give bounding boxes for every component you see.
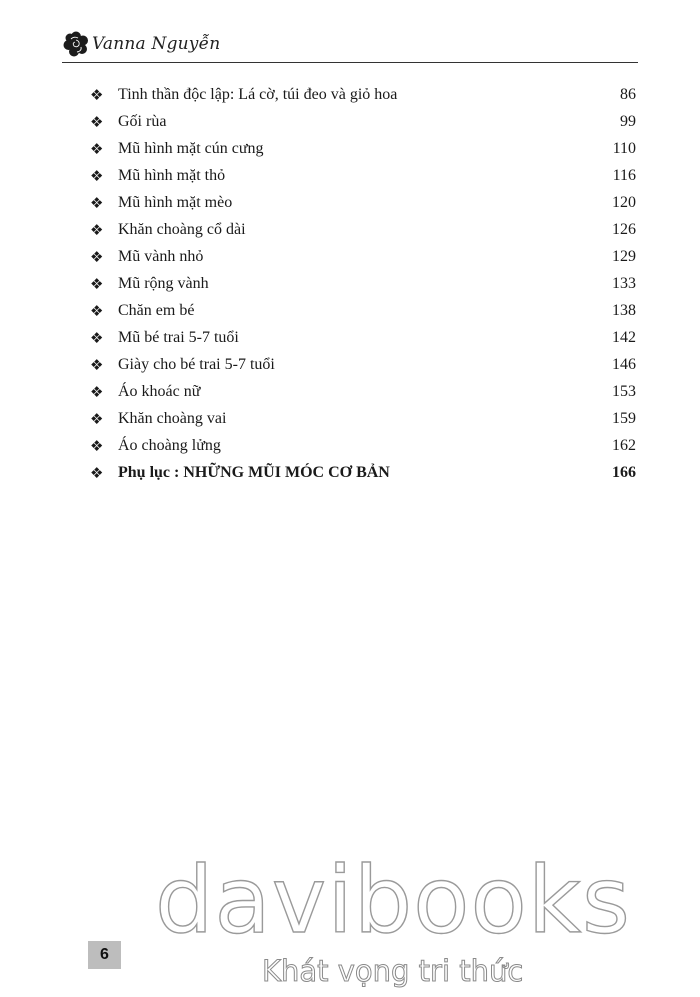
toc-entry-page: 138 [612,301,636,319]
diamond-bullet-icon: ❖ [90,112,104,131]
toc-entry-title: Mũ hình mặt thỏ [118,166,226,184]
diamond-bullet-icon: ❖ [90,382,104,401]
toc-entry-title: Phụ lục : NHỮNG MŨI MÓC CƠ BẢN [118,463,390,481]
toc-entry [90,81,636,108]
toc-entry-title: Mũ hình mặt mèo [118,193,233,211]
diamond-bullet-icon: ❖ [90,139,104,158]
diamond-bullet-icon: ❖ [90,409,104,428]
toc-entry-page: 133 [612,274,636,292]
toc-entry-page: 162 [612,436,636,454]
toc-entry-page: 142 [612,328,636,346]
toc-entry-page: 153 [612,382,636,400]
diamond-bullet-icon: ❖ [90,436,104,455]
toc-entry-page: 129 [612,247,636,265]
table-of-contents [90,81,636,486]
toc-entry-title: Khăn choàng vai [118,409,227,427]
toc-entry [90,216,636,243]
toc-entry-title: Khăn choàng cổ dài [118,220,246,238]
toc-entry-title: Áo khoác nữ [118,382,201,400]
toc-entry [90,378,636,405]
toc-entry-page: 86 [620,85,636,103]
toc-entry-page: 120 [612,193,636,211]
toc-entry [90,162,636,189]
toc-entry [90,432,636,459]
toc-entry-title: Gối rùa [118,112,167,130]
toc-entry-title: Mũ bé trai 5-7 tuổi [118,328,239,346]
toc-entry-title: Áo choàng lửng [118,436,221,454]
diamond-bullet-icon: ❖ [90,463,104,482]
toc-entry [90,459,636,486]
toc-entry-page: 159 [612,409,636,427]
toc-entry [90,297,636,324]
diamond-bullet-icon: ❖ [90,355,104,374]
toc-entry [90,405,636,432]
toc-entry [90,135,636,162]
rose-flower-icon [62,30,90,58]
toc-entry [90,243,636,270]
toc-entry-page: 99 [620,112,636,130]
toc-entry-page: 126 [612,220,636,238]
diamond-bullet-icon: ❖ [90,220,104,239]
toc-entry [90,351,636,378]
diamond-bullet-icon: ❖ [90,193,104,212]
toc-entry-title: Mũ rộng vành [118,274,209,292]
toc-entry [90,324,636,351]
toc-entry [90,108,636,135]
toc-entry-page: 166 [612,463,636,481]
toc-entry-page: 110 [612,139,636,157]
watermark-name: davibooks [155,847,631,954]
page-header [62,30,220,58]
toc-entry-title: Giày cho bé trai 5-7 tuổi [118,355,275,373]
watermark-tagline: Khát vọng tri thức [262,954,524,988]
toc-entry-page: 116 [612,166,636,184]
diamond-bullet-icon: ❖ [90,328,104,347]
header-rule [62,62,638,63]
toc-entry [90,189,636,216]
toc-entry-title: Tinh thần độc lập: Lá cờ, túi đeo và giỏ hoa [118,85,398,103]
diamond-bullet-icon: ❖ [90,274,104,293]
toc-entry-title: Mũ hình mặt cún cưng [118,139,264,157]
diamond-bullet-icon: ❖ [90,301,104,320]
brand-signature: Vanna Nguyễn [92,34,221,54]
toc-entry-page: 146 [612,355,636,373]
diamond-bullet-icon: ❖ [90,85,104,104]
page-number: 6 [88,941,121,969]
toc-entry-title: Chăn em bé [118,301,195,319]
toc-entry [90,270,636,297]
diamond-bullet-icon: ❖ [90,166,104,185]
diamond-bullet-icon: ❖ [90,247,104,266]
toc-entry-title: Mũ vành nhỏ [118,247,204,265]
